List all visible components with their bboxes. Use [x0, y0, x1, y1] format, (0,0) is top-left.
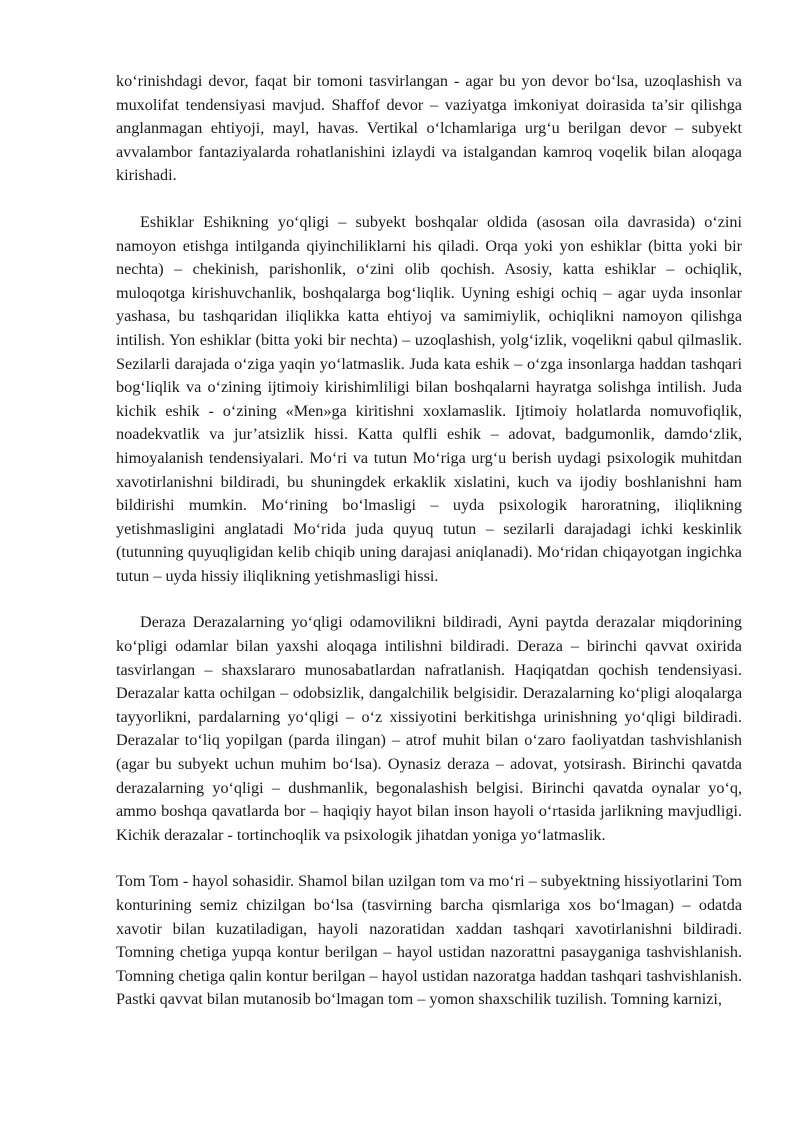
paragraph-walls: ko‘rinishdagi devor, faqat bir tomoni tasvirlangan - agar bu yon devor bo‘lsa, uzoqlashish va muxolifat tendensiyasi mavjud. Shaffof devor – vaziyatga imkoniyat doirasida ta’sir qilishga anglanmagan ehtiyoji, mayl, havas. Vertikal o‘lchamlariga urg‘u berilgan devor – subyekt avvalambor fantaziyalarda rohatlanishini izlaydi va istalgandan kamroq voqelik bilan aloqaga kirishadi.	[116, 72, 742, 185]
paragraph-roof: Tom Tom - hayol sohasidir. Shamol bilan uzilgan tom va mo‘ri – subyektning hissiyotlarini Tom konturining semiz chizilgan bo‘lsa (tasvirning barcha qismlariga xos bo‘lmagan) – odatda xavotir bilan kuzatiladigan, hayoli nazoratidan xaddan tashqari xavotirlanishni bildiradi. Tomning chetiga yupqa kontur berilgan – hayol ustidan nazorattni pasayganiga tashvishlanish. Tomning chetiga qalin kontur berilgan – hayol ustidan nazoratga haddan tashqari tashvishlanish. Pastki qavvat bilan mutanosib bo‘lmagan tom – yomon shaxschilik tuzilish. Tomning karnizi,	[116, 872, 742, 1009]
paragraph-windows: Deraza Derazalarning yo‘qligi odamovilikni bildiradi, Ayni paytda derazalar miqdorining ko‘pligi odamlar bilan yaxshi aloqaga intilishni bildiradi. Deraza – birinchi qavvat oxirida tasvirlangan – shaxslararo munosabatlardan nafratlanish. Haqiqatdan qochish tendensiyasi. Derazalar katta ochilgan – odobsizlik, dangalchilik belgisidir. Derazalarning ko‘pligi aloqalarga tayyorlikni, pardalarning yo‘qligi – o‘z xissiyotini berkitishga urinishning yo‘qligi bildiradi. Derazalar to‘liq yopilgan (parda ilingan) – atrof muhit bilan o‘zaro faoliyatdan tashvishlanish (agar bu subyekt uchun muhim bo‘lsa). Oynasiz deraza – adovat, yotsirash. Birinchi qavatda derazalarning yo‘qligi – dushmanlik, begonalashish belgisi. Birinchi qavatda oynalar yo‘q, ammo boshqa qavatlarda bor – haqiqiy hayot bilan inson hayoli o‘rtasida jarlikning mavjudligi. Kichik derazalar - tortinchoqlik va psixologik jihatdan yoniga yo‘latmaslik.	[116, 613, 742, 844]
paragraph-doors: Eshiklar Eshikning yo‘qligi – subyekt boshqalar oldida (asosan oila davrasida) o‘zini namoyon etishga intilganda qiyinchiliklarni his qiladi. Orqa yoki yon eshiklar (bitta yoki bir nechta) – chekinish, parishonlik, o‘zini olib qochish. Asosiy, katta eshiklar – ochiqlik, muloqotga kirishuvchanlik, boshqalarga bog‘liqlik. Uyning eshigi ochiq – agar uyda insonlar yashasa, bu tashqaridan iliqlikka katta ehtiyoj va samimiylik, ochiqlikni namoyon qilishga intilish. Yon eshiklar (bitta yoki bir nechta) – uzoqlashish, yolg‘izlik, voqelikni qabul qilmaslik. Sezilarli darajada o‘ziga yaqin yo‘latmaslik. Juda kata eshik – o‘zga insonlarga haddan tashqari bog‘liqlik va o‘zining ijtimoiy kirishimliligi bilan boshqalarni hayratga solishga intilish. Juda kichik eshik - o‘zining «Men»ga kiritishni xoxlamaslik. Ijtimoiy holatlarda nomuvofiqlik, noadekvatlik va jur’atsizlik hissi. Katta qulfli eshik – adovat, badgumonlik, damdo‘zlik, himoyalanish tendensiyalari. Mo‘ri va tutun Mo‘riga urg‘u berish uydagi psixologik muhitdan xavotirlanishni bildiradi, bu shuningdek erkaklik xislatini, kuch va ijodiy boshlanishni ham bildirishi mumkin. Mo‘rining bo‘lmasligi – uyda psixologik haroratning, iliqlikning yetishmasligini anglatadi Mo‘rida juda quyuq tutun – sezilarli darajadagi ichki keskinlik (tutunning quyuqligidan kelib chiqib uning darajasi aniqlanadi). Mo‘ridan chiqayotgan ingichka tutun – uyda hissiy iliqlikning yetishmasligi hissi.	[116, 212, 742, 585]
document-page	[116, 70, 742, 1035]
